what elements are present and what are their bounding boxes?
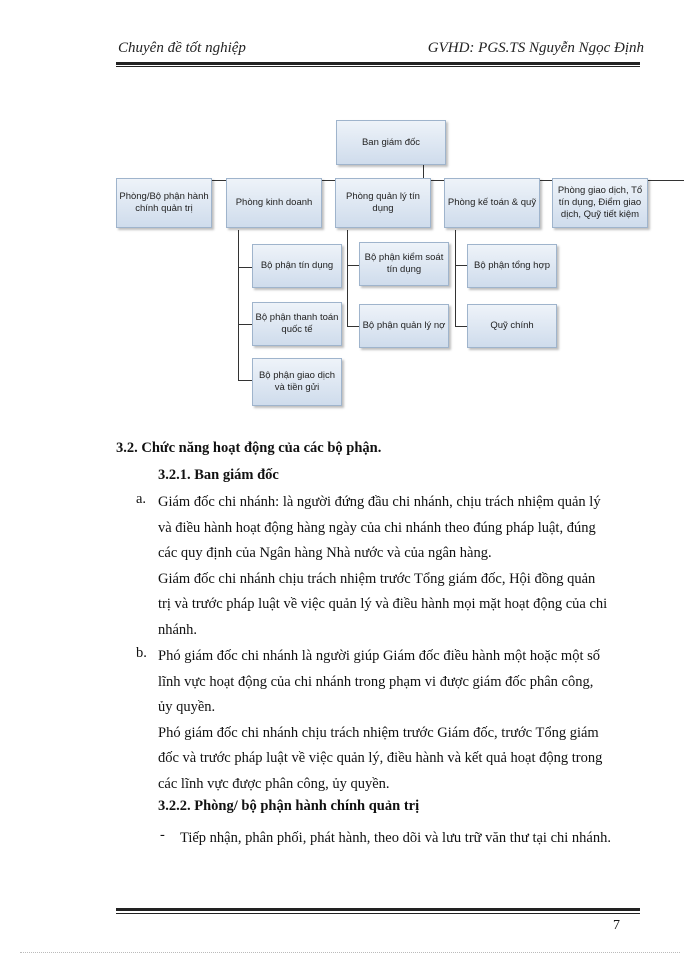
- page-number: 7: [613, 918, 620, 933]
- unit-connector: [238, 267, 252, 268]
- org-chart: [0, 0, 700, 440]
- org-box-unit: Bộ phận quản lý nợ: [359, 304, 449, 348]
- unit-connector: [238, 380, 252, 381]
- kinh-doanh-trunk: [238, 230, 239, 380]
- unit-connector: [238, 324, 252, 325]
- org-box-root: Ban giám đốc: [336, 120, 446, 165]
- text-line: trị và trước pháp luật về việc quản lý và điều hành mọi mặt hoạt động của chi: [158, 596, 608, 612]
- subsection-title-hanh-chinh: 3.2.2. Phòng/ bộ phận hành chính quản trị: [158, 798, 420, 814]
- org-box-unit: Bộ phận giao dịch và tiền gửi: [252, 358, 342, 406]
- text-line: lĩnh vực hoạt động của chi nhánh trong phạm vi được giám đốc phân công,: [158, 673, 594, 690]
- org-box-unit: Quỹ chính: [467, 304, 557, 348]
- text-line: ủy quyền.: [158, 699, 216, 715]
- list-marker-a: a.: [136, 491, 147, 507]
- ke-toan-trunk: [455, 230, 456, 327]
- text-line: và điều hành hoạt động hàng ngày của chi nhánh theo đúng pháp luật, đúng: [158, 519, 596, 536]
- org-box-dept: Phòng kinh doanh: [226, 178, 322, 228]
- unit-connector: [347, 326, 359, 327]
- unit-connector: [455, 326, 467, 327]
- text-line: nhánh.: [158, 621, 198, 638]
- section-title: 3.2. Chức năng hoạt động của các bộ phận.: [116, 440, 382, 456]
- text-line: các quy định của Ngân hàng Nhà nước và của ngân hàng.: [158, 545, 492, 561]
- footer-rule: [116, 908, 640, 911]
- org-box-dept: Phòng giao dịch, Tổ tín dụng, Điểm giao dịch, Quỹ tiết kiệm: [552, 178, 648, 228]
- org-box-unit: Bộ phận kiểm soát tín dụng: [359, 242, 449, 286]
- text-line: Giám đốc chi nhánh chịu trách nhiệm trước Tổng giám đốc, Hội đồng quản: [158, 570, 596, 587]
- footer-rule-thin: [116, 913, 640, 914]
- org-box-unit: Bộ phận tín dụng: [252, 244, 342, 288]
- header-left-text: Chuyên đề tốt nghiệp: [118, 40, 246, 56]
- org-box-dept: Phòng quản lý tín dụng: [335, 178, 431, 228]
- org-box-dept: Phòng kế toán & quỹ: [444, 178, 540, 228]
- org-box-dept: Phòng/Bộ phận hành chính quản trị: [116, 178, 212, 228]
- text-line: Phó giám đốc chi nhánh chịu trách nhiệm trước Giám đốc, trước Tổng giám: [158, 724, 599, 741]
- paragraph-b: [158, 644, 636, 797]
- org-box-unit: Bộ phận tổng hợp: [467, 244, 557, 288]
- unit-connector: [455, 265, 467, 266]
- page-edge-dots: [20, 952, 680, 953]
- unit-connector: [347, 265, 359, 266]
- text-line: Tiếp nhận, phân phối, phát hành, theo dõi và lưu trữ văn thư tại chi nhánh.: [180, 830, 611, 846]
- subsection-title-ban-giam-doc: 3.2.1. Ban giám đốc: [158, 467, 279, 483]
- list-marker-b: b.: [136, 645, 147, 661]
- text-line: đốc và trước pháp luật về việc quản lý, điều hành và kết quả hoạt động trong: [158, 750, 603, 766]
- text-line: các lĩnh vực được phân công, ủy quyền.: [158, 775, 390, 792]
- text-line: Phó giám đốc chi nhánh là người giúp Giám đốc điều hành một hoặc một số: [158, 648, 600, 664]
- paragraph-a: [158, 490, 636, 643]
- tin-dung-trunk: [347, 230, 348, 327]
- org-box-unit: Bộ phận thanh toán quốc tế: [252, 302, 342, 346]
- header-right-text: GVHD: PGS.TS Nguyễn Ngọc Định: [427, 40, 644, 56]
- text-line: Giám đốc chi nhánh: là người đứng đầu chi nhánh, chịu trách nhiệm quản lý: [158, 494, 601, 510]
- dash-marker: -: [160, 827, 165, 843]
- dash-item: [180, 826, 636, 852]
